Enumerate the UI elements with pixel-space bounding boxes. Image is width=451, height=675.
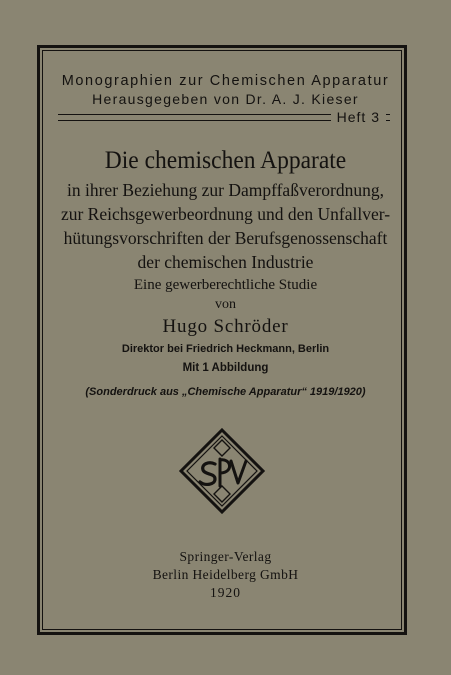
author-name: Hugo Schröder: [162, 316, 289, 337]
cover-frame-inner: [42, 50, 402, 630]
author-affiliation: Direktor bei Friedrich Heckmann, Berlin: [121, 343, 330, 355]
issue-number: Heft 3: [336, 109, 380, 125]
subtitle-line: der chemischen Industrie: [137, 252, 314, 272]
book-title: Die chemischen Apparate: [104, 147, 347, 174]
publication-year: 1920: [210, 585, 241, 600]
by-label: von: [215, 297, 236, 312]
study-label: Eine gewerberechtliche Studie: [133, 277, 318, 293]
publisher-location: Berlin Heidelberg GmbH: [152, 567, 299, 582]
illustrations-note: Mit 1 Abbildung: [182, 362, 269, 374]
subtitle-line: zur Reichsgewerbeordnung und den Unfallver-: [60, 204, 391, 224]
subtitle-line: in ihrer Beziehung zur Dampffaßverordnung,: [67, 180, 384, 200]
issue-row: [58, 108, 390, 126]
double-rule-right: [386, 114, 390, 121]
double-rule-left: [58, 114, 331, 121]
series-title: Monographien zur Chemischen Apparatur: [61, 73, 390, 89]
subtitle-line: hütungsvorschriften der Berufsgenossenschaft: [63, 228, 388, 248]
series-editor: Herausgegeben von Dr. A. J. Kieser: [92, 91, 359, 107]
reprint-note: (Sonderdruck aus „Chemische Apparatur“ 1919/1920): [85, 386, 366, 398]
publisher-name: Springer-Verlag: [179, 549, 272, 564]
springer-diamond-logo-icon: [179, 428, 265, 514]
cover-frame: [37, 45, 407, 635]
